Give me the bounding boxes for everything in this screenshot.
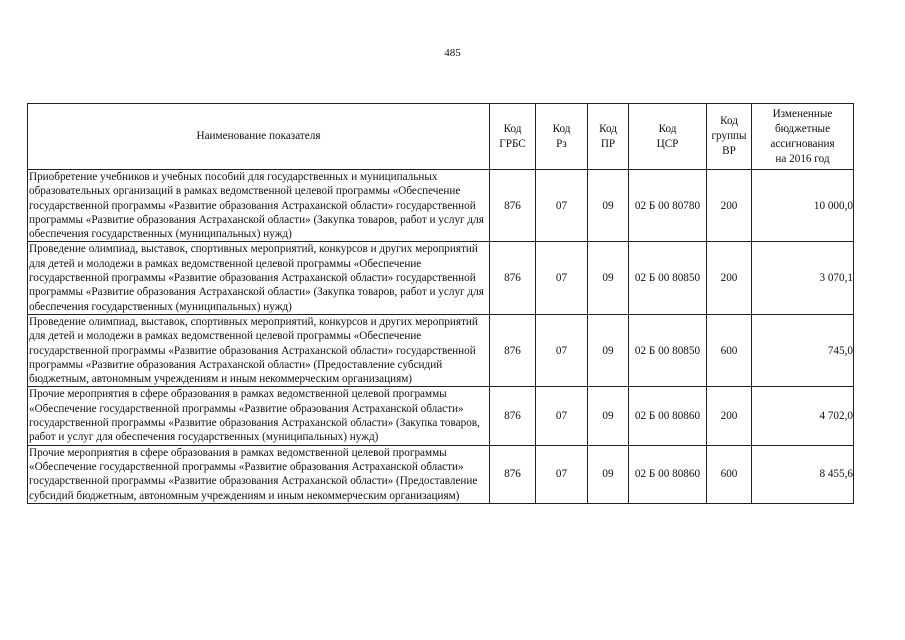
table-row — [28, 445, 854, 503]
row-name: Проведение олимпиад, выставок, спортивных мероприятий, конкурсов и других мероприятий для детей и молодежи в рамках ведомственной целевой программы «Обеспечение государственной программы «Развитие образования Астраханской области» государственной программы «Развитие образования Астраханской области» (Закупка товаров, работ и услуг для обеспечения государственных (муниципальных) нужд) — [28, 242, 490, 314]
table-row — [28, 314, 854, 386]
row-vr: 200 — [707, 170, 752, 242]
row-vr: 600 — [707, 445, 752, 503]
row-name: Проведение олимпиад, выставок, спортивных мероприятий, конкурсов и других мероприятий для детей и молодежи в рамках ведомственной целевой программы «Обеспечение государственной программы «Развитие образования Астраханской области» государственной программы «Развитие образования Астраханской области» (Предоставление субсидий бюджетным, автономным учреждениям и иным некоммерческим организациям) — [28, 314, 490, 386]
row-grbs: 876 — [490, 387, 536, 445]
table-row — [28, 387, 854, 445]
row-amount: 10 000,0 — [752, 170, 854, 242]
header-amount: Измененные бюджетные ассигнования на 2016 год — [752, 104, 854, 170]
row-vr: 200 — [707, 242, 752, 314]
row-amount: 8 455,6 — [752, 445, 854, 503]
row-pr: 09 — [588, 387, 629, 445]
header-grbs: Код ГРБС — [490, 104, 536, 170]
row-csr: 02 Б 00 80860 — [629, 445, 707, 503]
row-csr: 02 Б 00 80850 — [629, 242, 707, 314]
row-amount: 4 702,0 — [752, 387, 854, 445]
row-amount: 3 070,1 — [752, 242, 854, 314]
row-csr: 02 Б 00 80860 — [629, 387, 707, 445]
row-rz: 07 — [536, 445, 588, 503]
header-pr: Код ПР — [588, 104, 629, 170]
row-name: Прочие мероприятия в сфере образования в рамках ведомственной целевой программы «Обеспечение государственной программы «Развитие образования Астраханской области» государственной программы «Развитие образования Астраханской области» (Предоставление субсидий бюджетным, автономным учреждениям и иным некоммерческим организациям) — [28, 445, 490, 503]
row-rz: 07 — [536, 387, 588, 445]
row-csr: 02 Б 00 80850 — [629, 314, 707, 386]
row-grbs: 876 — [490, 314, 536, 386]
row-grbs: 876 — [490, 445, 536, 503]
header-rz: Код Рз — [536, 104, 588, 170]
row-csr: 02 Б 00 80780 — [629, 170, 707, 242]
row-pr: 09 — [588, 445, 629, 503]
row-pr: 09 — [588, 314, 629, 386]
row-pr: 09 — [588, 242, 629, 314]
row-grbs: 876 — [490, 242, 536, 314]
row-name: Приобретение учебников и учебных пособий для государственных и муниципальных образовательных организаций в рамках ведомственной целевой программы «Обеспечение государственной программы «Развитие образования Астраханской области» государственной программы «Развитие образования Астраханской области» (Закупка товаров, работ и услуг для обеспечения государственных (муниципальных) нужд) — [28, 170, 490, 242]
header-csr: Код ЦСР — [629, 104, 707, 170]
table-row — [28, 242, 854, 314]
row-rz: 07 — [536, 242, 588, 314]
table-row — [28, 170, 854, 242]
header-vr: Код группы ВР — [707, 104, 752, 170]
header-name: Наименование показателя — [28, 104, 490, 170]
row-name: Прочие мероприятия в сфере образования в рамках ведомственной целевой программы «Обеспечение государственной программы «Развитие образования Астраханской области» государственной программы «Развитие образования Астраханской области» (Закупка товаров, работ и услуг для обеспечения государственных (муниципальных) нужд) — [28, 387, 490, 445]
row-rz: 07 — [536, 314, 588, 386]
row-grbs: 876 — [490, 170, 536, 242]
table-header-row — [28, 104, 854, 170]
row-vr: 600 — [707, 314, 752, 386]
budget-table — [27, 103, 854, 504]
row-rz: 07 — [536, 170, 588, 242]
row-amount: 745,0 — [752, 314, 854, 386]
row-pr: 09 — [588, 170, 629, 242]
page-number: 485 — [444, 47, 461, 59]
row-vr: 200 — [707, 387, 752, 445]
